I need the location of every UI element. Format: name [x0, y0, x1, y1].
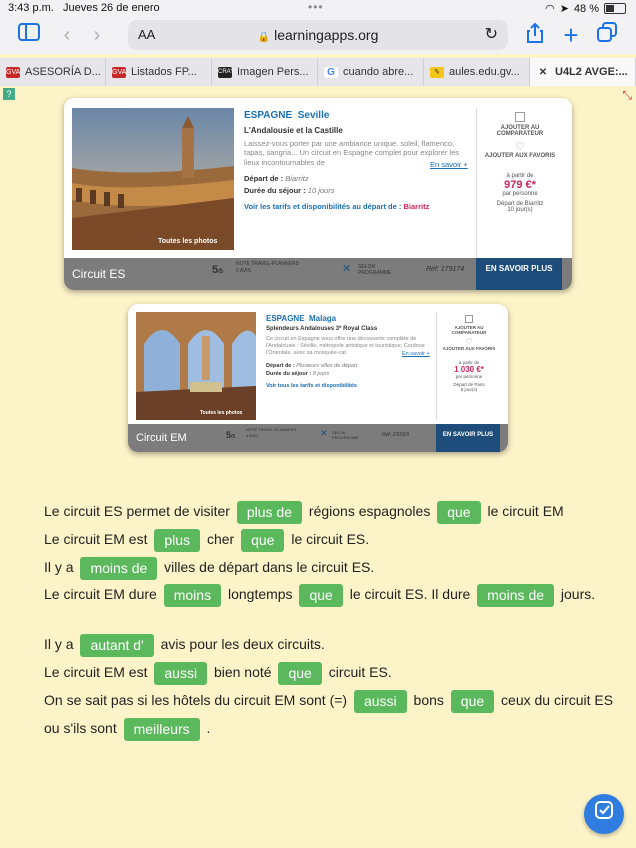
- photo-caption[interactable]: Toutes les photos: [158, 238, 218, 245]
- photo-malaga[interactable]: [136, 312, 256, 420]
- program-label: SELON PROGRAMME: [332, 430, 359, 440]
- compare-label[interactable]: AJOUTER AU COMPARATEUR: [496, 125, 544, 137]
- tab-learningapps[interactable]: ✕ U4L2 AVGE:...: [530, 58, 636, 86]
- side-days: 8 jour(s): [460, 387, 478, 392]
- sentence-5: Il y a autant d' avis pour les deux circuits.: [44, 630, 614, 658]
- sentence-3: Il y a moins de villes de départ dans le circuit ES.: [44, 553, 614, 581]
- address-bar[interactable]: [128, 20, 508, 50]
- more-link[interactable]: En savoir +: [402, 351, 430, 357]
- answer-chip[interactable]: aussi: [154, 662, 207, 685]
- circuit-label: Circuit EM: [136, 432, 187, 444]
- answer-chip[interactable]: que: [451, 690, 494, 713]
- more-link[interactable]: En savoir +: [430, 160, 468, 169]
- sentence-2: Le circuit EM est plus cher que le circuit ES.: [44, 525, 614, 553]
- reviews: 5 AVIS: [236, 268, 251, 274]
- card-sidebar: [476, 108, 563, 258]
- lock-icon: 🔒: [257, 32, 271, 43]
- photo-caption[interactable]: Toutes les photos: [200, 410, 243, 416]
- gva-icon: GVA: [112, 68, 127, 76]
- share-icon[interactable]: [522, 22, 548, 48]
- program-label: SELON PROGRAMME: [358, 264, 392, 276]
- sidebar-icon[interactable]: [16, 22, 42, 48]
- check-answers-button[interactable]: [584, 794, 624, 834]
- card-duration: Durée du séjour : 10 jours: [244, 186, 335, 195]
- answer-chip[interactable]: moins de: [80, 557, 157, 580]
- note-label: NOTE TRAVEL-PLANNERS: [236, 261, 299, 267]
- reviews: 5 AVIS: [246, 433, 258, 438]
- status-right: [545, 2, 626, 15]
- answer-chip[interactable]: que: [278, 662, 321, 685]
- per-person: par personne: [455, 374, 483, 379]
- answer-chip[interactable]: autant d': [80, 634, 153, 657]
- card-footer: [64, 258, 572, 290]
- heart-icon[interactable]: ♡: [515, 141, 525, 153]
- card-duration: Durée du séjour : 8 jours: [266, 371, 330, 377]
- browser-toolbar: [0, 18, 636, 54]
- prices-link[interactable]: Voir tous les tarifs et disponibilités: [266, 383, 357, 389]
- per-person: par personne: [502, 191, 538, 197]
- side-days: 10 jour(s): [507, 207, 533, 213]
- card-description: Ce circuit en Espagne vous offre une découverte complète de l'Andalousie : Séville, métropole artistique et touristique; Cordoue l'Orientale, avec sa mosquée-cat: [266, 336, 425, 356]
- answer-chip[interactable]: que: [437, 501, 480, 524]
- check-icon: [594, 800, 614, 820]
- answer-chip[interactable]: meilleurs: [124, 718, 200, 741]
- cray-icon: CRAY: [218, 67, 232, 78]
- card-subtitle: Splendeurs Andalouses 3* Royal Class: [266, 326, 378, 332]
- heart-icon[interactable]: ♡: [465, 337, 473, 346]
- rating: 5/5: [226, 430, 236, 440]
- answer-chip[interactable]: aussi: [354, 690, 407, 713]
- reload-icon[interactable]: ↻: [484, 26, 498, 43]
- status-time: 3:43 p.m. Jueves 26 de enero: [8, 2, 160, 14]
- answer-chip[interactable]: que: [299, 584, 342, 607]
- battery-percent: 48 %: [573, 2, 599, 15]
- card-footer: [128, 424, 508, 452]
- card-circuit-es: [64, 98, 572, 290]
- circuit-label: Circuit ES: [72, 267, 126, 281]
- price: 979 €*: [504, 179, 536, 191]
- prices-link[interactable]: Voir les tarifs et disponibilités au départ de : Biarritz: [244, 202, 430, 211]
- tab-google[interactable]: G cuando abre...: [318, 58, 424, 86]
- learn-more-button[interactable]: EN SAVOIR PLUS: [436, 424, 500, 452]
- sentence-6: Le circuit EM est aussi bien noté que circuit ES.: [44, 658, 614, 686]
- aules-icon: ✎: [430, 67, 444, 78]
- tab-strip: [0, 58, 636, 86]
- close-tab-icon[interactable]: ✕: [536, 67, 550, 78]
- card-depart: Départ de : Plusieurs villes de départ: [266, 363, 358, 369]
- card-sidebar: [436, 312, 501, 420]
- sentence-4: Le circuit EM dure moins longtemps que le circuit ES. Il dure moins de jours.: [44, 581, 614, 607]
- card-circuit-em: [128, 304, 508, 452]
- help-icon[interactable]: ?: [3, 88, 15, 100]
- back-icon[interactable]: ‹: [63, 24, 71, 46]
- answer-chip[interactable]: plus de: [237, 501, 302, 524]
- price-from: à partir de: [458, 360, 480, 365]
- wifi-icon: ◠: [545, 3, 555, 15]
- tools-icon: ✕: [320, 428, 328, 438]
- location-icon: ➤: [559, 3, 569, 15]
- status-bar: [0, 0, 636, 18]
- card-destination[interactable]: ESPAGNE Malaga: [266, 314, 337, 323]
- multitask-dots[interactable]: •••: [308, 0, 324, 14]
- text-size-button[interactable]: AA: [138, 27, 156, 42]
- tab-listados[interactable]: GVA Listados FP...: [106, 58, 212, 86]
- tools-icon: ✕: [342, 263, 352, 275]
- price: 1 030 €*: [454, 365, 484, 374]
- sentence-1: Le circuit ES permet de visiter plus de régions espagnoles que le circuit EM: [44, 497, 614, 525]
- photo-seville[interactable]: [72, 108, 234, 250]
- compare-checkbox[interactable]: [515, 112, 525, 122]
- fullscreen-icon[interactable]: ⤡: [622, 88, 632, 102]
- note-label: NOTE TRAVEL-PLANNERS: [246, 427, 297, 432]
- compare-checkbox[interactable]: [465, 315, 473, 323]
- tabs-overview-icon[interactable]: [594, 22, 620, 48]
- compare-label[interactable]: AJOUTER AU COMPARATEUR: [451, 325, 487, 335]
- answer-chip[interactable]: moins de: [477, 584, 554, 607]
- side-depart: Départ de Paris: [453, 382, 485, 387]
- url-display[interactable]: 🔒 learningapps.org: [257, 27, 379, 43]
- tab-aules[interactable]: ✎ aules.edu.gv...: [424, 58, 530, 86]
- card-depart: Départ de : Biarritz: [244, 174, 309, 183]
- rating: 5/5: [212, 264, 224, 276]
- google-icon: G: [324, 67, 338, 78]
- answer-chip[interactable]: que: [241, 529, 284, 552]
- tab-imagen[interactable]: CRAY Imagen Pers...: [212, 58, 318, 86]
- answer-chip[interactable]: plus: [154, 529, 200, 552]
- price-from: à partir de: [506, 173, 534, 179]
- favorite-label[interactable]: AJOUTER AUX FAVORIS: [484, 153, 556, 159]
- ref-label: Réf: 230029: [382, 432, 410, 438]
- card-destination[interactable]: ESPAGNE Seville: [244, 110, 330, 121]
- gva-icon: GVA: [6, 68, 21, 76]
- new-tab-icon[interactable]: +: [563, 20, 579, 50]
- learn-more-button[interactable]: EN SAVOIR PLUS: [476, 258, 562, 290]
- favorite-label[interactable]: AJOUTER AUX FAVORIS: [442, 346, 496, 351]
- forward-icon[interactable]: ›: [93, 24, 101, 46]
- sentence-7: On se sait pas si les hôtels du circuit EM sont (=) aussi bons que ceux du circuit ES ou s'ils sont meilleurs .: [44, 686, 614, 742]
- card-subtitle: L'Andalousie et la Castille: [244, 126, 343, 135]
- tab-asesoria[interactable]: GVA ASESORÍA D...: [0, 58, 106, 86]
- battery-icon: [604, 3, 626, 14]
- card-description: Laissez-vous porter par une ambiance unique. soleil, flamenco, tapas, sangria... Un circuit en Espagne complet pour explorer les lieux incontournables de: [244, 139, 460, 167]
- answer-chip[interactable]: moins: [164, 584, 221, 607]
- side-depart: Départ de Biarritz: [496, 201, 544, 207]
- ref-label: Réf: 179174: [426, 266, 465, 273]
